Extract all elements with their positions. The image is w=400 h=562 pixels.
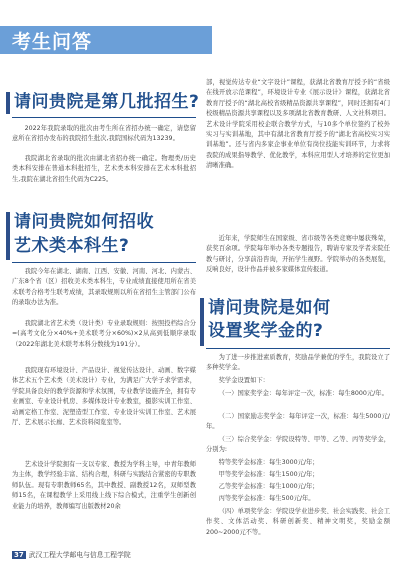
q3-para-setup: 奖学金设置如下：: [218, 377, 269, 384]
q1-title: 请问贵院是第几批招生?: [14, 92, 200, 112]
q3-title-line1: 请问贵院是如何: [208, 298, 331, 318]
q3-rule: [206, 348, 390, 349]
q3-para-inspire: （二）国家励志奖学金：每年评定一次，标准：每生5000元/年。: [206, 413, 390, 431]
q2-rule: [12, 262, 196, 263]
page-footer: [12, 549, 131, 559]
q1-accent-bar: [6, 92, 10, 114]
q2-para-4: 艺术设计学院拥有一支以专家、教授为学科主导，中青年教师为主体，教学经验丰富、结构合理，科研与实践结合紧密的专职教师队伍。现有专职教师65名，其中教授、副教授12名，双师型教师15名，在课程教学上采用线上线下综合模式，注重学生创新创业能力的培养，教师编写出版教材20余: [12, 461, 196, 510]
q3-title-line2: 设置奖学金的?: [208, 321, 324, 341]
q3-para-third: 丙等奖学金标准：每生500元/年。: [218, 495, 315, 502]
q1-para-2: 我院湖北省录取的批次由湖北省招办统一确定。物理类/历史类本科安排在普通本科批招生，艺术类本科安排在艺术本科批招生,我院在湖北省招生代码为C225。: [12, 155, 196, 183]
q3-accent-bar: [200, 298, 204, 346]
q2-title-line2: 艺术类本科生?: [14, 236, 130, 256]
q2-para-1: 我院今年在湖北、湖南、江西、安徽、河南、河北、内蒙古、广东8个省（区）招收美术类本科生，专业成绩直接使用所在省美术联考合格考生联考成绩，其录取规则以所在省招生主管部门公布的录取办法为准。: [12, 268, 196, 307]
q3-para-second: 乙等奖学金标准：每生1000元/年；: [218, 483, 319, 490]
section-banner: [0, 26, 212, 54]
q2-title-line1: 请问贵院如何招收: [14, 212, 154, 232]
q3-para-national: （一）国家奖学金：每年评定一次，标准：每生8000元/年。: [218, 390, 388, 397]
q1-para-1: 2022年我院录取的批次由考生所在省招办统一确定，请您留意所在省招办发布的我院招生批次,我院国标代码为13239。: [12, 125, 196, 143]
q2-para-3: 我院现有环境设计、产品设计、视觉传达设计、动画、数字媒体艺术五个艺术类（美术设计）专业，为满足广大学子求学需求，学院具备良好的教学资源和学术氛围，专业教学设施齐全，拥有专业画室、专业设计机房、多媒体设计专业教室，摄影实训工作室、动画定格工作室、泥塑造型工作室、专业设计实训工作室、艺术展厅、艺术展示长廊、艺术资料阅览室等。: [12, 367, 196, 427]
page-number: 37: [14, 551, 24, 559]
q3-para-single: （四）单项奖学金：学院设学业进步奖、社会实践奖、社会工作奖、文体活动奖、科研创新奖、精神文明奖，奖励金额200~2000元不等。: [206, 508, 390, 536]
q3-para-first: 甲等奖学金标准：每生1500元/年；: [218, 471, 319, 478]
section-title: 考生问答: [12, 31, 93, 53]
right-para-1: 部，视觉传达专业“文字设计”课程，获湖北省教育厅授予的“省级在线开放示范课程”，环境设计专业《展示设计》课程，获湖北省教育厅授予的“湖北高校省级精品资源共享课程”，同时还拥有4门校级精品资源共享课程以及多项湖北省教育教研、人文社科项目。艺术设计学院采用校企联合教学方式，与10多个单位签约了校外实习与实训基地，其中有湖北省教育厅授予的“湖北省高校实习实训基地”。还与省内多家企事业单位有岗位技能实训环节，力求将我院的成果指导教学、优化教学，本科应用型人才培养的定位更加清晰准确。: [206, 79, 390, 170]
q2-accent-bar: [6, 212, 10, 260]
school-name: 武汉工程大学邮电与信息工程学院: [28, 551, 131, 559]
q1-rule: [12, 117, 196, 118]
q3-para-intro: 为了进一步推进素质教育，奖励品学兼优的学生，我院设立了多种奖学金。: [206, 354, 390, 372]
right-para-2: 近年来，学院师生在国家级、省市级等各类竞赛中屡获殊荣，获奖百余项。学院每年举办各类专题报告，聘请专家及学者来院任教与研讨，分享前沿咨询，开拓学生视野。学院举办的各类展览，反响良好，设计作品并被多家媒体宣传报道。: [206, 235, 390, 274]
q2-para-2: 我院湖北省艺术类（设计类）专业录取规则：按照投档综合分=(高考文化分×40%+美术联考分×60%)×2从高到低顺序录取（2022年湖北美术联考本科分数线为191分）。: [12, 320, 196, 348]
q3-para-comprehensive: （三）综合奖学金：学院设特等、甲等、乙等、丙等奖学金，分别为:: [206, 436, 390, 454]
q3-para-special: 特等奖学金标准：每生3000元/年；: [218, 459, 319, 466]
